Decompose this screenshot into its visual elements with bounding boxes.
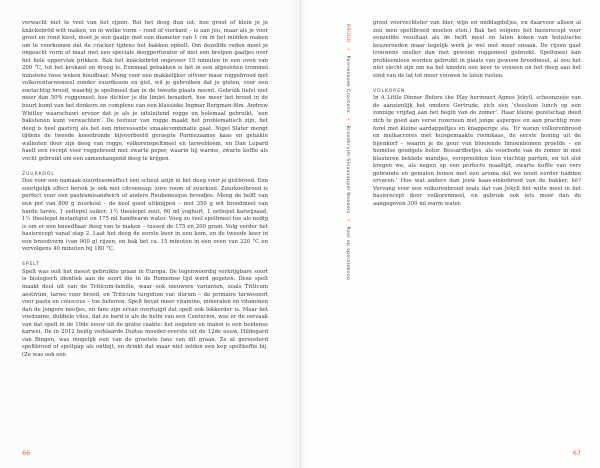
- paragraph: In A Little Dinner Before the Play herinnert Agnes Jekyll, schoonzusje van de aanzienlijk het omdere Gertrude, zich een ‘vleesloze lunch op een zonnige vrijdag aan het begin van de zomer’. Haar kleine gezelschap deed zich te goed aan verse rozerieen met jonge asperges en aan prachtig roze forel met kleine aardappeltjes en knapperige sla. ‘Er waren volkorenbrood en melkacrores met huisgemaakte roomkaas, de eerste honing uit de bijenkorf – waarin je de geur van bloeiende limoenbomen proefde – en hemelse goudgele boter. Bessardbetjes, als voorbode van de zomer in met blaxteren beklede mandjes, verspreidden hun vluchtig parfum, en tot slot kregen we, als negen op een perfecte maaltijd, zwarte koffie van vers gebrande en gemalen bonen met een aroma dat we nooit eerder hadden ervaren.’ Hoe wat anders dan jouw kaas-sinkebrood van de bakker, hé? Vervang voor een volkorenbrood zoals dat van Jekyll het witte meel in het basisrecept door volkorenmeel, en gebruik ook iets meer dan de aangegeven 300 ml warm water.: [373, 95, 581, 208]
- running-head-section: BROOD: [345, 24, 350, 43]
- running-head-separator: •: [345, 218, 350, 222]
- running-head-part: Rooi op sperzieboon: [345, 226, 350, 281]
- section-heading-zuurkool: ZUURKOOL: [22, 171, 55, 177]
- section-heading-spelt: SPELT: [22, 262, 40, 268]
- left-text-column: [22, 20, 268, 359]
- page-number-right: 67: [572, 449, 581, 457]
- page-number-left: 66: [22, 449, 31, 457]
- running-head-part: Pannenkoek Croutons: [345, 55, 350, 113]
- right-page: [300, 0, 600, 468]
- section-heading-volkoren: VOLKOREN: [373, 88, 406, 94]
- paragraph: Spelt was ooit het meest gebruikte graan in Europa. De tegenwoordig verkrijgbare soort is biologisch identiek aan de soort die in de Romeinse tijd werd gegeten. Deze spelt maakt deel uit van de Triticum-familie, waar ook nieuwere varianten, zoals Triticum aestivum, tarwe voor brood, en Triticum turgidum var. durum – de primaire tarwesoort voor pasta en couscous – toe behoren. Spelt bevat meer vitamine, mineralen en vitaminen dan de jongere neefjes, en fans zijn ervan overtuigd dat spelt ook lekkerder is. Maar het voedzame, dubbele vlies, dat zo hard is als de helm van een Centurion, was er de oorzaak van dat spelt in de 19de eeuw uit de gratie raakte: het oogsten en malen is een heidense karwei. De in 2012 heilig verklaarde Duitse moeder-overste uit de 12de eeuw, Hildegard van Bingen, was mogelijk een van de grootste fans van dit graan. Ze at geroosterd speltbrood of speltpap als ontbijt, en drinkt dat maar niet zelden een kop speltkoffie bij. (Ze was ook een: [22, 268, 268, 358]
- running-head-separator: •: [345, 47, 350, 51]
- running-head-separator: •: [345, 117, 350, 121]
- paragraph: Doe voor een namaak-zuurdesemeffect een scheut azijn in het deeg voor je gistbrood. Een soortgelijk effect bereik je ook met citroensap: zure room of zuurkool. Zuurkoolbrood is perfect voor een pastramisandwich of andere Reubenesque broodjes. Meng de helft van een pot van 800 g zuurkool – de kool goed uitknijpen – met 350 g wit broodmeel van harde tarwe, 1 eetlepel suiker, 1½ theelepel zout, 60 ml yoghurt, 1 eetlepel karwijzaad, 1½ theelepel instantgist en 175 ml handwarm water. Voeg zo veel speltmeel toe als nodig is om er een kneedbaar deeg van te maken – tussen de 175 en 200 gram. Volg verder het basisrecept vanaf stap 2. Laat het deeg de eerste keer in een kom, en de tweede keer in een broodvorm (van 900 g) rijzen, en bak het ca. 15 minuten in een oven van 220 °C en vervolgens 40 minuten bij 180 °C.: [22, 178, 268, 253]
- running-head: [345, 24, 350, 280]
- paragraph: verwacht niet te veel van het rijzen. Rol het deeg dun uit; hoe groot of klein je je knäckebröd wilt maken, en in welke vorm – rond of vierkant – is aan jou, maar als je voor groot en rond kiest, moet je een gaatje met een diameter van 1 cm in het midden maken om te voorkomen dat de cracker tijdens het bakken opbolt. Om dezelfde reden moet je ongeacht vorm of maat met een speciale deegperforator of met een breipen gaatjes over het hele oppervlak prikken. Bak het knäckebröd ongeveer 15 minuten in een oven van 200 °C, tot het krokant en droog is. Eenmaal gebakken is het in een afgesloten trommel minstens twee weken houdbaar. Meng voor een makkelijker uitvoer maar roggebrood met volkorentarwemeel zonder zuurdesem en gist, wil je gebruiken dat je gisten, voor een zoetachtig brood, waarbij je speltmeel dan in de tweede plaats neemt. Gebruik liefst niet meer dan 50% roggemeel; hoe dichter je die limiet benadert, hoe meer het brood in de buurt komt van het donkere en complexe van een klassieke Ingmar Bergman-film. Andrew Whitley waarschuwt ervoor dat je als je uitsluitend rogge en bolemaal gebruikt, ‘een bakstenen kunt verwachten’. De textuur van rogge maakt het problematisch zijn, het deeg is heel gastvrij als het een interessante smaakcombinatie gaat. Nigel Slater mengt tijdens de tweede kneedronde bijvoorbeeld geraspte Parmezaanse kaas en gehakte walnoten door zijn deeg van rogge, volkorenspeltmeel en tarwebloem, en Dan Lepard haelt een recept voor roggebrood met zwarte peper, waarin hij warme, zwarte koffie als vocht gebruikt om een samenhangend deeg te krijgen.: [22, 20, 268, 162]
- right-text-column: [373, 20, 581, 209]
- paragraph: groot voorvechtster van bier, wijn en middagdutjes, en daarvoor alleen al zou men speltbrood moeten eten.) Bak het volgens het basisrecept voor eenzelfde resultaat als de helft meel en laten koken van holistische keuzeroeden maar tegelijk werk je wel met meer smaak. De rijzen gaat trouwens sneller dan met gewoon roggemeel gebruikt. Speltmeel kan probleemloos worden gebruikt in plaats van gewoon broodmeel, al zou het niet slecht zijn om na het kneden een keer te vouwen en het deeg aan het eind van de lat tot meer vouwen te laten rusten.: [373, 20, 581, 79]
- running-head-part: Broodkruim-Sinaasappel Noedels: [345, 125, 350, 214]
